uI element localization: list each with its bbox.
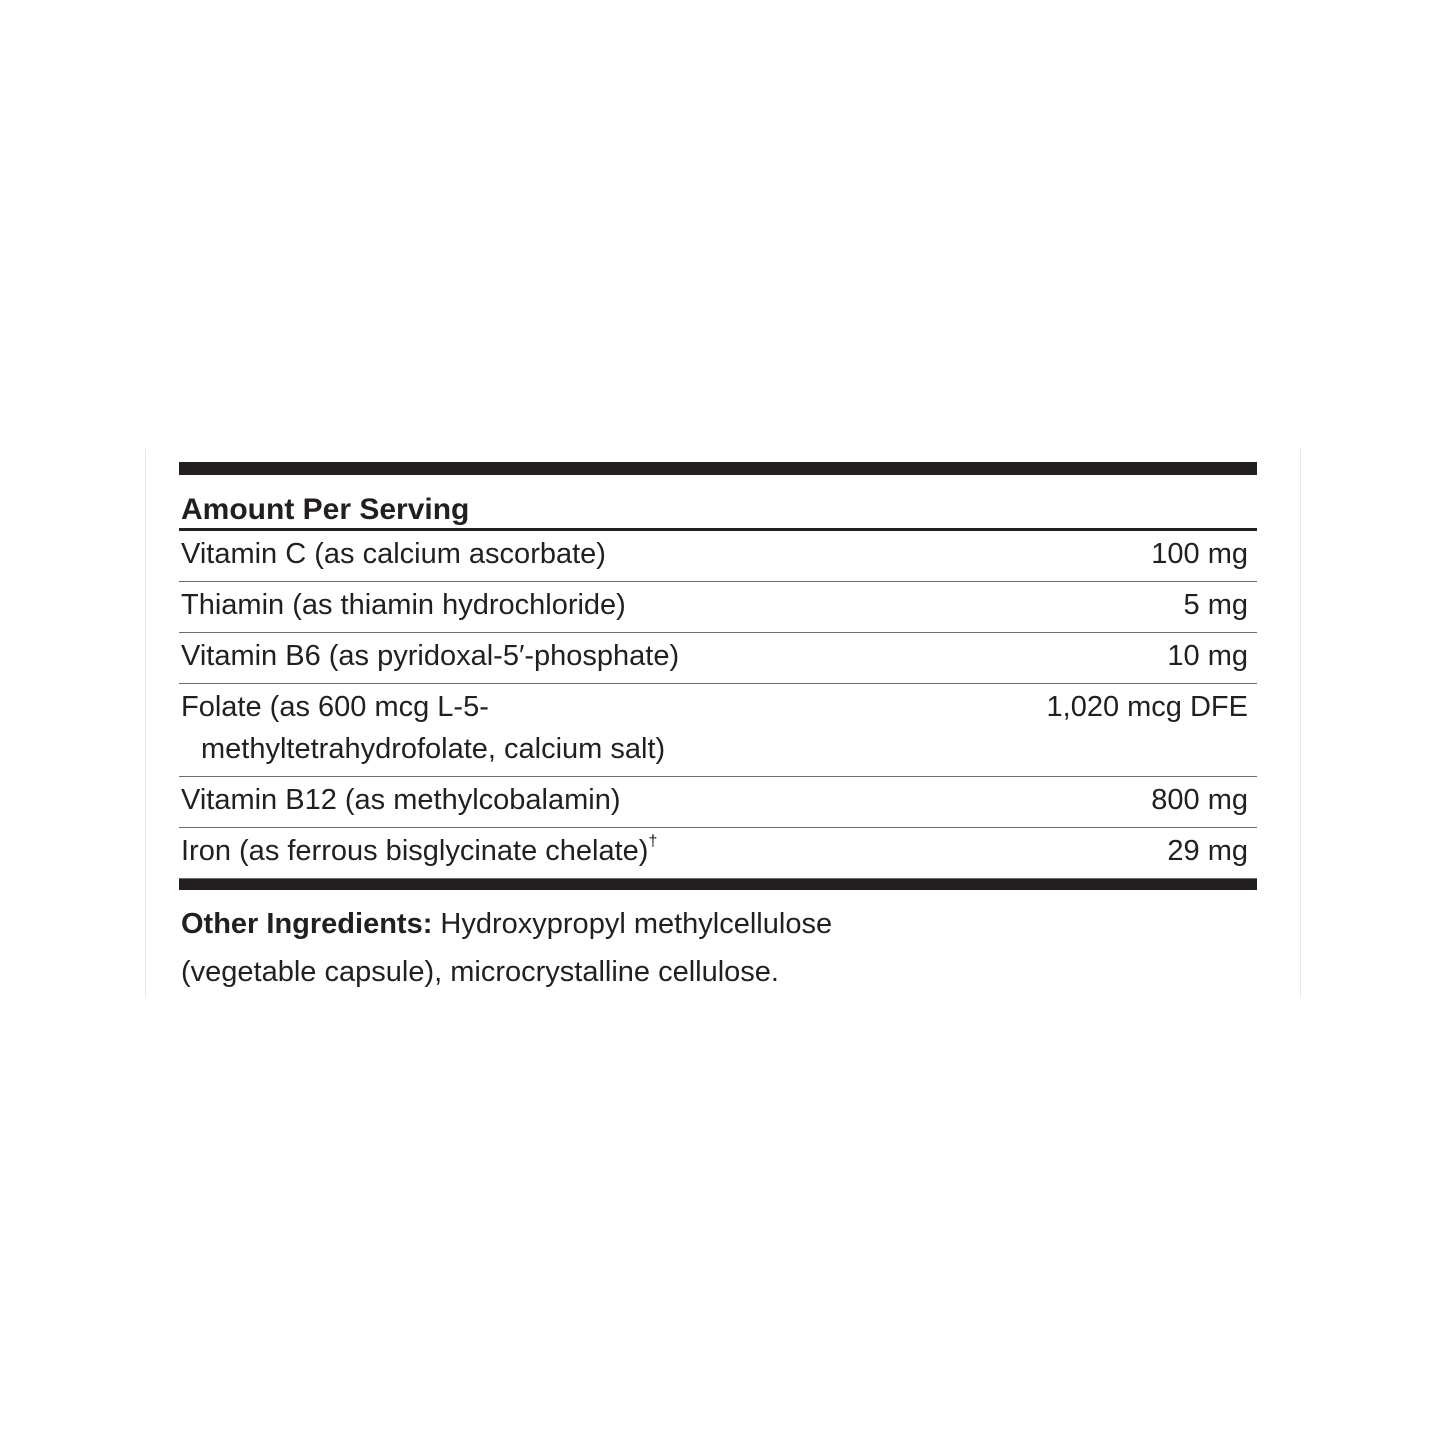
other-ingredients-text: Hydroxypropyl methylcellulose (vegetable capsule), microcrystalline cellulose. <box>181 908 833 988</box>
other-ingredients <box>179 900 941 996</box>
nutrient-name: Vitamin B12 (as methylcobalamin) <box>181 784 621 816</box>
nutrient-name-line2: methyltetrahydrofolate, calcium salt) <box>201 733 666 765</box>
nutrient-name <box>179 686 981 770</box>
nutrient-amount: 100 mg <box>1151 538 1248 570</box>
bottom-divider-bar <box>179 878 1257 890</box>
other-ingredients-label: Other Ingredients: <box>181 908 433 940</box>
top-divider-bar <box>179 462 1257 475</box>
left-frame-line <box>145 449 146 997</box>
nutrient-row <box>179 582 1257 633</box>
nutrient-row <box>179 777 1257 828</box>
supplement-facts-panel <box>179 462 1257 996</box>
nutrient-amount: 1,020 mcg DFE <box>1046 691 1248 723</box>
nutrient-name <box>179 830 981 872</box>
dagger-footnote-marker: † <box>648 833 658 850</box>
amount-per-serving-heading: Amount Per Serving <box>179 475 1257 531</box>
right-frame-line <box>1300 449 1301 997</box>
nutrient-name: Vitamin C (as calcium ascorbate) <box>181 538 606 570</box>
nutrient-row <box>179 531 1257 582</box>
nutrient-row <box>179 633 1257 684</box>
nutrient-name: Thiamin (as thiamin hydrochloride) <box>181 589 626 621</box>
nutrient-name-line1: Folate (as 600 mcg L-5- <box>181 691 489 723</box>
nutrient-amount: 10 mg <box>1167 640 1248 672</box>
nutrient-amount: 29 mg <box>1167 835 1248 867</box>
nutrient-row <box>179 684 1257 777</box>
nutrient-row <box>179 828 1257 878</box>
nutrient-amount: 5 mg <box>1183 589 1248 621</box>
nutrient-amount: 800 mg <box>1151 784 1248 816</box>
nutrient-name: Vitamin B6 (as pyridoxal-5′-phosphate) <box>181 640 680 672</box>
nutrient-name-text: Iron (as ferrous bisglycinate chelate) <box>181 835 649 867</box>
